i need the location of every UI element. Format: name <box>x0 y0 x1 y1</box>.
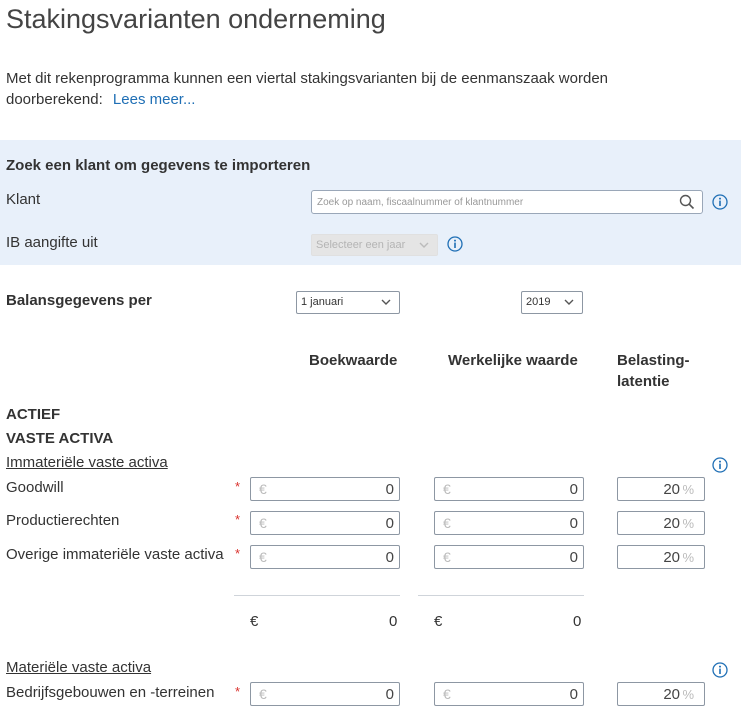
overige-actual-value-input[interactable] <box>434 545 584 569</box>
overige-actual-value: 0 <box>569 549 578 566</box>
bedrijfsgebouwen-actual-value-input[interactable] <box>434 682 584 706</box>
section-vaste-activa: VASTE ACTIVA <box>6 430 114 447</box>
ib-year-select[interactable] <box>311 234 438 256</box>
required-marker: * <box>235 512 241 527</box>
total-actual-value: 0 <box>573 613 582 630</box>
currency-symbol: € <box>443 481 451 497</box>
balance-date-label: Balansgegevens per <box>6 292 152 309</box>
info-icon[interactable] <box>712 194 728 210</box>
info-icon[interactable] <box>712 662 728 678</box>
bedrijfsgebouwen-book-value-input[interactable] <box>250 682 400 706</box>
balance-date-select[interactable] <box>296 291 400 314</box>
currency-symbol: € <box>259 686 267 702</box>
required-marker: * <box>235 546 241 561</box>
intangible-assets-title: Immateriële vaste activa <box>6 454 168 471</box>
total-divider <box>418 595 584 596</box>
column-header-tax-latency-1: Belasting- <box>617 352 690 369</box>
client-label: Klant <box>6 191 41 208</box>
section-actief: ACTIEF <box>6 406 61 423</box>
chevron-down-icon <box>419 241 429 249</box>
productierechten-actual-value-input[interactable] <box>434 511 584 535</box>
column-header-actual-value: Werkelijke waarde <box>448 352 578 369</box>
overige-tax-latency: 20 <box>663 549 680 566</box>
total-currency-symbol: € <box>250 613 259 630</box>
client-search-field[interactable] <box>311 190 703 214</box>
info-icon[interactable] <box>447 236 463 252</box>
ib-return-label: IB aangifte uit <box>6 234 98 251</box>
bedrijfsgebouwen-tax-latency: 20 <box>663 686 680 703</box>
info-icon[interactable] <box>712 457 728 473</box>
row-label-bedrijfsgebouwen: Bedrijfsgebouwen en -terreinen <box>6 684 215 701</box>
bedrijfsgebouwen-tax-latency-input[interactable] <box>617 682 705 706</box>
row-label-goodwill: Goodwill <box>6 479 64 496</box>
read-more-link[interactable]: Lees meer... <box>112 91 196 108</box>
column-header-tax-latency-2: latentie <box>617 373 670 390</box>
currency-symbol: € <box>443 686 451 702</box>
ib-year-select-value: Selecteer een jaar <box>316 239 406 251</box>
balance-year-select[interactable] <box>521 291 583 314</box>
required-marker: * <box>235 684 241 699</box>
bedrijfsgebouwen-actual-value: 0 <box>569 686 578 703</box>
currency-symbol: € <box>443 515 451 531</box>
total-divider <box>234 595 400 596</box>
currency-symbol: € <box>443 549 451 565</box>
client-search-input[interactable] <box>312 191 667 213</box>
bedrijfsgebouwen-book-value: 0 <box>385 686 394 703</box>
total-book-value: 0 <box>389 613 398 630</box>
row-label-overige-immateriele: Overige immateriële vaste activa <box>6 546 224 563</box>
productierechten-tax-latency: 20 <box>663 515 680 532</box>
balance-date-value: 1 januari <box>301 296 344 308</box>
currency-symbol: € <box>259 549 267 565</box>
row-label-productierechten: Productierechten <box>6 512 120 529</box>
goodwill-book-value: 0 <box>385 481 394 498</box>
goodwill-actual-value-input[interactable] <box>434 477 584 501</box>
balance-year-value: 2019 <box>526 296 551 308</box>
percent-unit: % <box>682 482 694 497</box>
total-currency-symbol: € <box>434 613 443 630</box>
chevron-down-icon <box>381 298 391 306</box>
percent-unit: % <box>682 687 694 702</box>
goodwill-tax-latency-input[interactable] <box>617 477 705 501</box>
productierechten-actual-value: 0 <box>569 515 578 532</box>
goodwill-actual-value: 0 <box>569 481 578 498</box>
column-header-book-value: Boekwaarde <box>309 352 398 369</box>
currency-symbol: € <box>259 515 267 531</box>
import-panel-title: Zoek een klant om gegevens te importeren <box>6 157 311 174</box>
goodwill-tax-latency: 20 <box>663 481 680 498</box>
intro-description: Met dit rekenprogramma kunnen een viertal stakingsvarianten bij de eenmanszaak worden doorberekend: <box>6 70 608 108</box>
goodwill-book-value-input[interactable] <box>250 477 400 501</box>
required-marker: * <box>235 479 241 494</box>
tangible-assets-title: Materiële vaste activa <box>6 659 152 676</box>
chevron-down-icon <box>564 298 574 306</box>
overige-book-value: 0 <box>385 549 394 566</box>
overige-book-value-input[interactable] <box>250 545 400 569</box>
currency-symbol: € <box>259 481 267 497</box>
intro-text <box>6 68 706 110</box>
productierechten-book-value: 0 <box>385 515 394 532</box>
overige-tax-latency-input[interactable] <box>617 545 705 569</box>
productierechten-tax-latency-input[interactable] <box>617 511 705 535</box>
search-icon[interactable] <box>679 194 695 210</box>
page-title: Stakingsvarianten onderneming <box>6 4 386 34</box>
productierechten-book-value-input[interactable] <box>250 511 400 535</box>
percent-unit: % <box>682 516 694 531</box>
percent-unit: % <box>682 550 694 565</box>
